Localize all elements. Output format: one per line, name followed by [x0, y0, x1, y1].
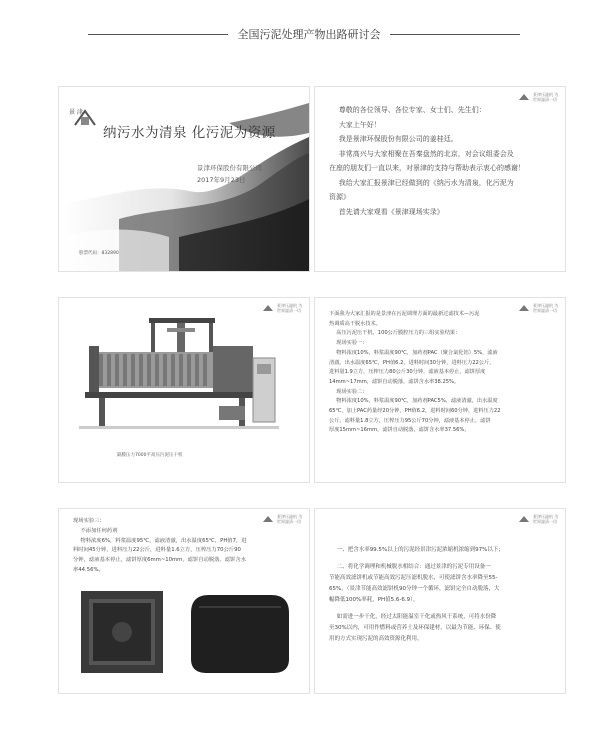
slide-corner-logo	[518, 514, 559, 524]
photo-caption: 隔膜压力7000平高压污泥压干机	[117, 453, 183, 458]
text-line: 不添加任何药剂	[80, 527, 118, 534]
text-line: 用的方式实现污泥的高效资源化利用。	[329, 636, 423, 642]
text-line: 尊敬的各位领导、各位专家、女士们、先生们：	[338, 106, 486, 114]
text-line: 物料浓度10%，料浆温度90℃，加药剂PAC（聚合氯化铝）5%，滤液	[336, 349, 498, 356]
slide-title-text: 纳污水为清泉 化污泥为资源	[103, 125, 276, 141]
text-line: 一、把含水率99.5%以上的污泥经景津污泥浓缩机浓缩到97%以下；	[336, 547, 504, 553]
slide-conclusions	[314, 508, 566, 694]
text-line: 现场实验三：	[73, 518, 105, 524]
conclusion-text	[329, 545, 555, 645]
text-line: 分钟，滤液基本停止，滤饼厚度6mm~10mm，滤饼自动脱落，滤饼含水	[73, 557, 246, 564]
text-line: 热调质高干脱水技术。	[329, 320, 381, 327]
text-line: 65℃，加上PAC药量经20分钟，PH值6.2，进料时间60分钟，进料压力22	[329, 408, 501, 415]
corner-logo-text: 景津压滤机 为世界滤清一切	[533, 514, 559, 524]
text-line: 料时间45分钟，进料压力22公斤，进料量1.6立方，压榨压力70公斤90	[73, 547, 241, 554]
text-line: 下面我为大家汇报的是景津在污泥调理方面的最新过滤技术—污泥	[329, 311, 480, 317]
text-line: 率44.56%。	[73, 566, 104, 573]
text-line: 至30%以内，可用作燃料或营养土及环保建材，以最为节能、环保、使	[329, 625, 501, 631]
filter-press-image	[59, 298, 309, 448]
text-line: 节能高效滤饼机或节能高效污泥压滤机脱水，可使滤饼含水率降至55-	[329, 575, 498, 581]
text-line: 资源》	[329, 193, 350, 201]
logo-icon	[518, 93, 530, 101]
text-line: 14mm~17mm，滤饼自动脱落，滤饼含水率38.25%。	[329, 378, 460, 385]
company-logo	[71, 107, 99, 137]
header-rule-left	[88, 34, 228, 35]
slide-greeting	[314, 86, 566, 272]
text-line: 现场实验二：	[336, 388, 368, 395]
text-line: 物料浓度6%，料浆温度95℃，滤液清澈，出水温度65℃，PH值7，进	[80, 537, 247, 544]
header-rule-right	[390, 34, 520, 35]
text-line: 大家上午好！	[338, 120, 381, 129]
text-line: 非常高兴与大家相聚在吾秦盘然的北京，对会议组委会及	[338, 149, 514, 158]
text-line: 我给大家汇报景津已经做到的《纳污水为清泉，化污泥为	[338, 178, 514, 187]
text-line: 如需进一步干化，经过太阳能温室干化或热风干系统，可将水份降	[336, 614, 497, 620]
greeting-text	[329, 103, 555, 219]
text-line: 在座的朋友们一直以来，对景津的支持与帮助表示衷心的感谢！	[329, 164, 525, 172]
header-title: 全国污泥处理产物出路研讨会	[237, 28, 381, 41]
text-line: 首先请大家观看《景津现场实录》	[338, 207, 444, 216]
company-name: 景津环保股份有限公司	[197, 164, 262, 172]
slide-corner-logo	[518, 92, 559, 102]
corner-logo-text: 景津压滤机 为世界滤清一切	[533, 303, 559, 313]
corner-logo-text: 景津压滤机 为世界滤清一切	[277, 303, 303, 313]
text-line: 我是景津环保股份有限公司的姜桂廷。	[338, 135, 458, 143]
slide-machine-photo	[58, 297, 310, 483]
corner-logo-text: 景津压滤机 为世界滤清一切	[533, 92, 559, 102]
logo-text: 景 津	[69, 109, 83, 116]
text-line: 清澈，出水温度65℃，PH值6.2，进料时间30分钟，进料压力22公斤，	[329, 359, 495, 366]
text-line: 二、将化学调理和机械脱水相结合：通过景津的污泥专用设备一	[336, 564, 491, 570]
text-line: 公斤，滤料量1.8立方，压榨压力95公斤70分钟，滤液基本停止，滤饼	[329, 417, 491, 424]
text-line: 65%，（景津节能高效滤饼机90分钟一个循环，滤饼完全自动脱落，大	[329, 586, 500, 592]
text-line: 厚度15mm~16mm，滤饼自动脱落，滤饼含水率37.56%。	[329, 427, 470, 434]
logo-icon	[518, 515, 530, 523]
presentation-date: 2017年9月23日	[197, 176, 246, 184]
slide-experiment-3	[58, 508, 310, 694]
document-header	[0, 26, 600, 42]
experiment-text	[73, 517, 299, 576]
experiment-text	[329, 310, 555, 436]
text-line: 现场实验一：	[336, 340, 368, 347]
stock-code: 股票代码：832890	[79, 251, 119, 256]
corner-logo-text: 景津压滤机 为世界滤清一切	[277, 514, 303, 524]
text-line: 物料浓度10%，料浆温度90℃，加药剂PAC5%，滤液清澈，出水温度	[336, 398, 498, 405]
text-line: 高压污泥压干机，100公斤膜腔压力的三组实验结果：	[336, 330, 461, 337]
slide-experiments-1-2	[314, 297, 566, 483]
slide-title	[58, 86, 310, 272]
text-line: 幅降低100%率耗，PH值5.6-6.9）。	[329, 597, 419, 603]
text-line: 进料量1.9立方，压榨压力80公斤30分钟，滤液基本停止，滤饼厚度	[329, 369, 486, 376]
